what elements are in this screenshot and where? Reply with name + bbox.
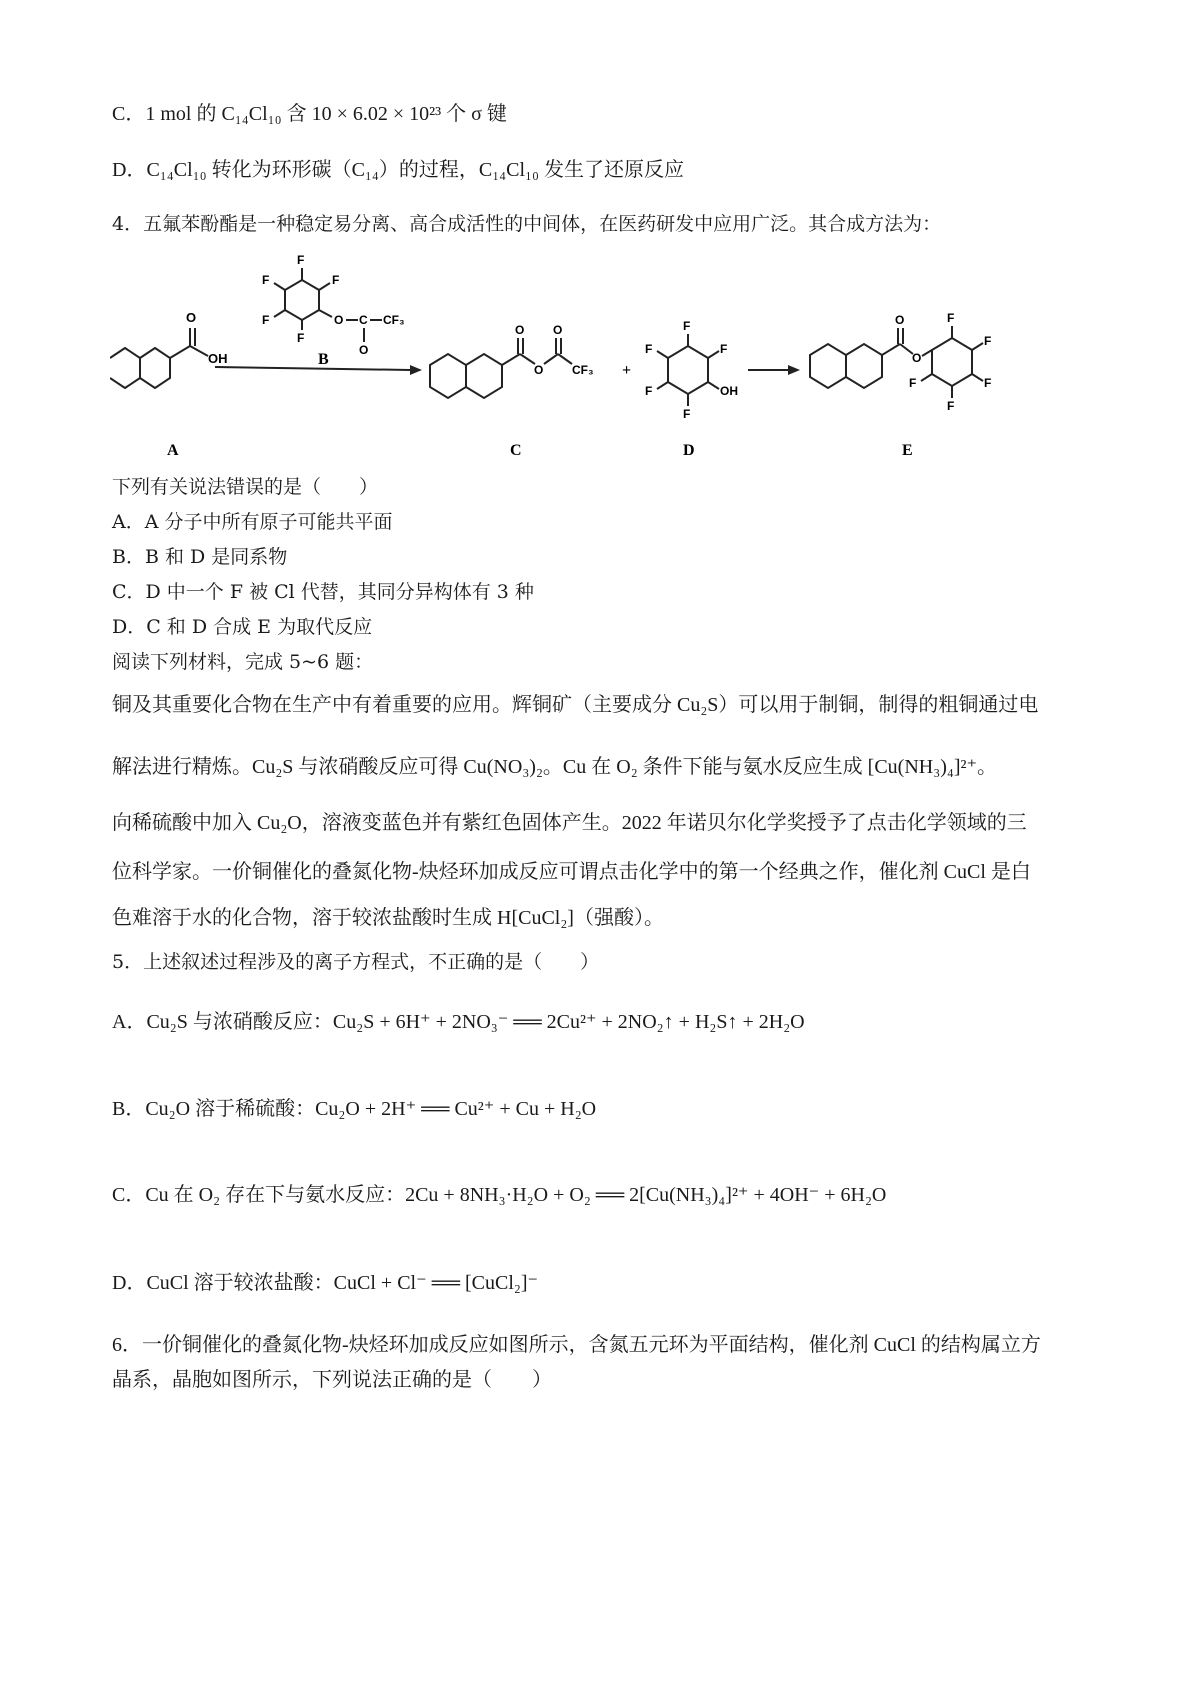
reading-line-5: 色难溶于水的化合物，溶于较浓盐酸时生成 H[CuCl₂]（强酸）。: [112, 907, 664, 929]
atom-f: F: [947, 399, 955, 413]
atom-c: C: [359, 313, 368, 327]
q4-option-c: C．D 中一个 F 被 Cl 代替，其同分异构体有 3 种: [112, 581, 534, 603]
atom-f: F: [984, 376, 992, 390]
atom-oh: OH: [720, 384, 738, 398]
atom-f: F: [984, 334, 992, 348]
q4-option-b: B．B 和 D 是同系物: [112, 546, 288, 568]
atom-o: O: [912, 351, 922, 365]
q3-option-d: D．C₁₄Cl₁₀ 转化为环形碳（C₁₄）的过程，C₁₄Cl₁₀ 发生了还原反应: [112, 159, 684, 181]
q4-question: 下列有关说法错误的是（ ）: [112, 476, 379, 498]
reaction-arrow-1: [215, 367, 410, 370]
atom-cf3: CF₃: [383, 313, 405, 327]
reaction-arrowhead-2: [788, 365, 800, 375]
q6-line-2: 晶系，晶胞如图所示，下列说法正确的是（ ）: [112, 1369, 552, 1391]
atom-cf3: CF₃: [572, 363, 594, 377]
q6-line-1: 6．一价铜催化的叠氮化物-炔烃环加成反应如图所示，含氮五元环为平面结构，催化剂 CuCl 的结构属立方: [112, 1334, 1041, 1356]
atom-f: F: [683, 319, 691, 333]
atom-f: F: [262, 313, 270, 327]
reaction-arrowhead-1: [410, 365, 422, 375]
atom-o: O: [553, 323, 563, 337]
atom-f: F: [262, 273, 270, 287]
atom-f: F: [720, 342, 728, 356]
atom-f: F: [297, 331, 305, 345]
reagent-b-label: B: [318, 351, 329, 368]
atom-o: O: [359, 343, 369, 357]
reaction-scheme: [110, 250, 1100, 500]
atom-f: F: [297, 253, 305, 267]
q4-option-d: D．C 和 D 合成 E 为取代反应: [112, 616, 373, 638]
reagent-b: [262, 253, 405, 357]
atom-f: F: [683, 407, 691, 421]
atom-f: F: [947, 311, 955, 325]
label-a: A: [167, 442, 179, 459]
reaction-scheme-svg: [110, 250, 1100, 500]
reading-intro: 阅读下列材料，完成 5~6 题：: [112, 651, 374, 673]
q4-option-a: A．A 分子中所有原子可能共平面: [112, 511, 393, 533]
atom-f: F: [645, 342, 653, 356]
q5-option-d: D．CuCl 溶于较浓盐酸：CuCl + Cl⁻ ══ [CuCl₂]⁻: [112, 1272, 539, 1294]
q4-stem: 4．五氟苯酚酯是一种稳定易分离、高合成活性的中间体，在医药研发中应用广泛。其合成方法为：: [112, 213, 942, 235]
atom-oh: OH: [208, 351, 228, 366]
atom-f: F: [332, 273, 340, 287]
molecule-c: [430, 323, 594, 398]
q5-option-b: B．Cu₂O 溶于稀硫酸：Cu₂O + 2H⁺ ══ Cu²⁺ + Cu + H₂O: [112, 1098, 597, 1120]
plus-sign: +: [622, 362, 632, 379]
q5-option-a: A．Cu₂S 与浓硝酸反应：Cu₂S + 6H⁺ + 2NO₃⁻ ══ 2Cu²⁺ + 2NO₂↑ + H₂S↑ + 2H₂O: [112, 1011, 805, 1033]
atom-f: F: [645, 384, 653, 398]
atom-f: F: [909, 376, 917, 390]
q5-option-c: C．Cu 在 O₂ 存在下与氨水反应：2Cu + 8NH₃·H₂O + O₂ ══ 2[Cu(NH₃)₄]²⁺ + 4OH⁻ + 6H₂O: [112, 1184, 887, 1206]
atom-o: O: [186, 310, 197, 325]
molecule-e: [810, 311, 991, 413]
reading-line-4: 位科学家。一价铜催化的叠氮化物-炔烃环加成反应可谓点击化学中的第一个经典之作，催化剂 CuCl 是白: [112, 861, 1031, 883]
atom-o: O: [534, 363, 544, 377]
atom-o: O: [515, 323, 525, 337]
q5-stem: 5．上述叙述过程涉及的离子方程式，不正确的是（ ）: [112, 951, 600, 973]
molecule-d: [645, 319, 738, 421]
label-c: C: [510, 442, 522, 459]
molecule-a: [110, 310, 228, 388]
q3-option-c: C．1 mol 的 C₁₄Cl₁₀ 含 10 × 6.02 × 10²³ 个 σ 键: [112, 103, 507, 125]
atom-o: O: [895, 313, 905, 327]
reading-line-2: 解法进行精炼。Cu₂S 与浓硝酸反应可得 Cu(NO₃)₂。Cu 在 O₂ 条件下能与氨水反应生成 [Cu(NH₃)₄]²⁺。: [112, 756, 998, 778]
label-d: D: [683, 442, 695, 459]
reading-line-1: 铜及其重要化合物在生产中有着重要的应用。辉铜矿（主要成分 Cu₂S）可以用于制铜，制得的粗铜通过电: [112, 694, 1039, 716]
reading-line-3: 向稀硫酸中加入 Cu₂O，溶液变蓝色并有紫红色固体产生。2022 年诺贝尔化学奖授予了点击化学领域的三: [112, 812, 1027, 834]
atom-o: O: [334, 313, 344, 327]
label-e: E: [902, 442, 913, 459]
